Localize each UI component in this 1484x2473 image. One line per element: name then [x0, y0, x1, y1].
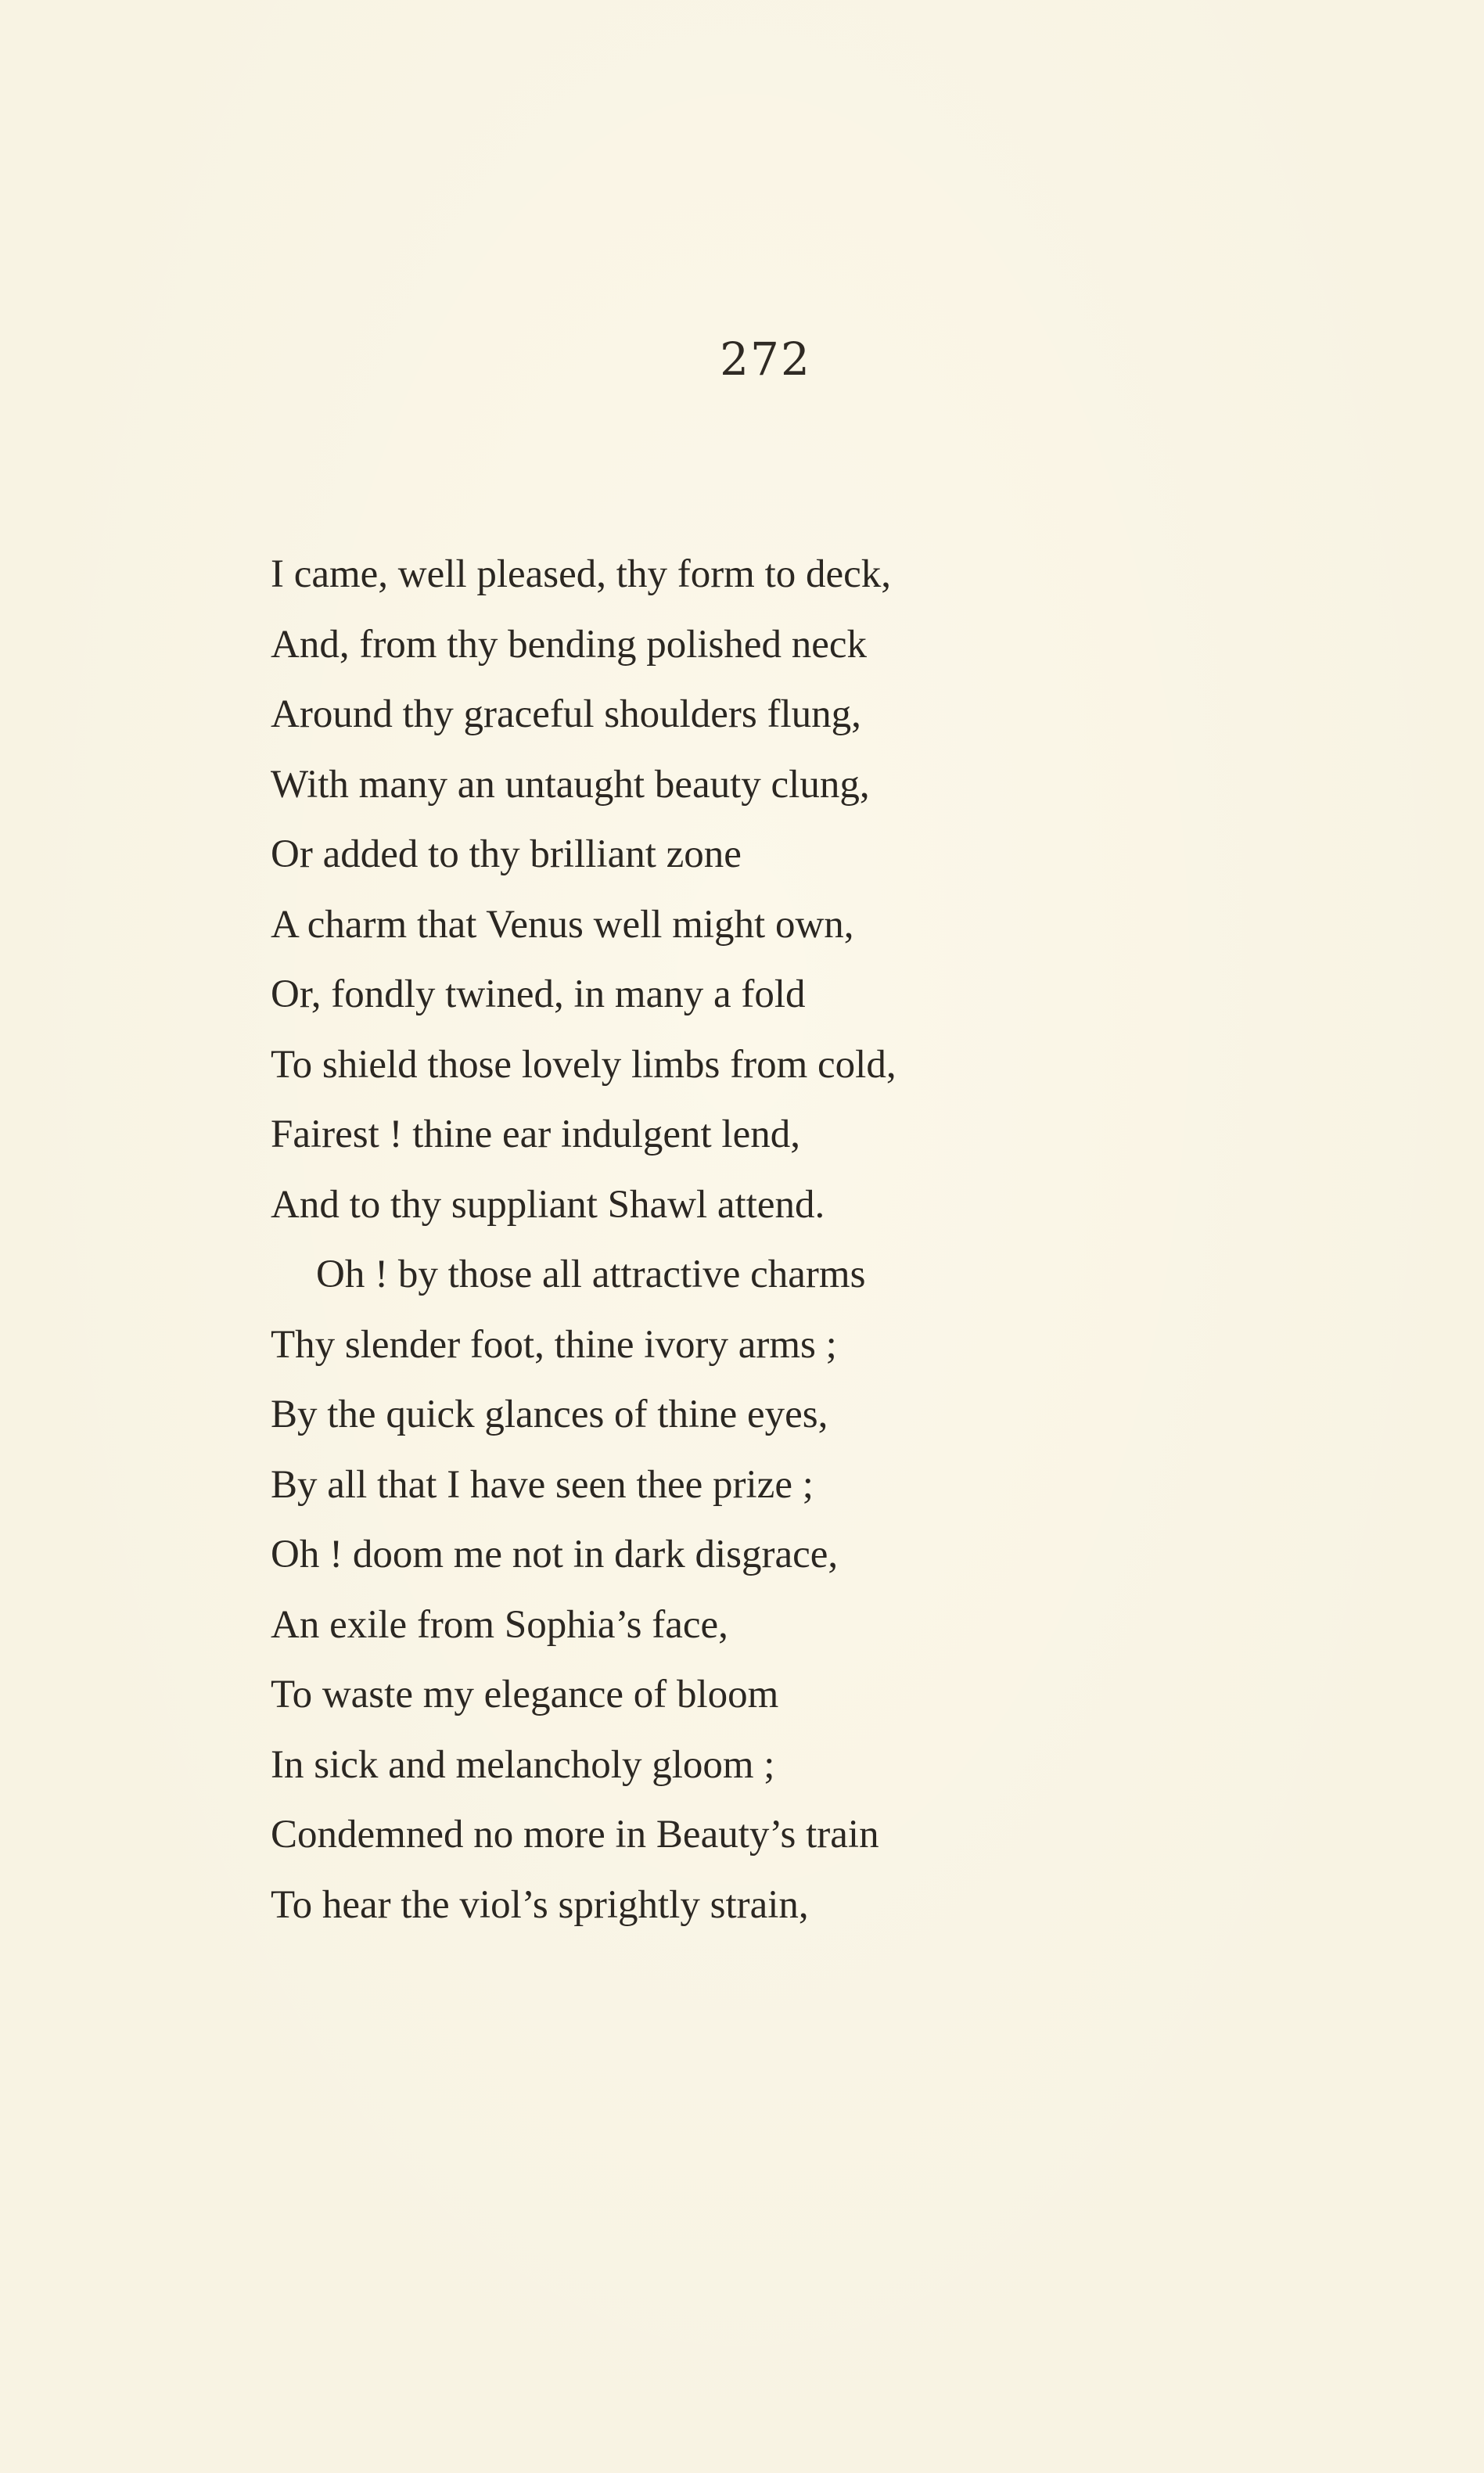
poem-line: By the quick glances of thine eyes,	[271, 1393, 828, 1436]
poem-line: And, from thy bending polished neck	[271, 622, 868, 667]
poem-line: Thy slender foot, thine ivory arms ;	[271, 1322, 837, 1367]
poem-line: Or added to thy brilliant zone	[271, 832, 742, 876]
poem-line: A charm that Venus well might own,	[271, 902, 854, 947]
poem-line: Fairest ! thine ear indulgent lend,	[271, 1112, 800, 1156]
poem-line: Or, fondly twined, in many a fold	[271, 972, 806, 1016]
poem-line: To hear the viol’s sprightly strain,	[271, 1882, 809, 1927]
poem-line: To shield those lovely limbs from cold,	[271, 1042, 897, 1087]
poem-line: I came, well pleased, thy form to deck,	[271, 552, 892, 596]
poem-line: In sick and melancholy gloom ;	[271, 1742, 775, 1787]
page-number: 272	[720, 332, 811, 386]
poem-line-indented: Oh ! by those all attractive charms	[316, 1253, 866, 1296]
poem-line: Oh ! doom me not in dark disgrace,	[271, 1533, 839, 1576]
poem-line: An exile from Sophia’s face,	[271, 1602, 728, 1647]
poem-line: By all that I have seen thee prize ;	[271, 1462, 814, 1507]
poem-line: With many an untaught beauty clung,	[271, 762, 870, 807]
poem-line: And to thy suppliant Shawl attend.	[271, 1182, 825, 1227]
poem-line: Around thy graceful shoulders flung,	[271, 692, 861, 736]
poem-text	[271, 540, 1303, 1940]
poem-line: To waste my elegance of bloom	[271, 1673, 779, 1716]
poem-line: Condemned no more in Beauty’s train	[271, 1813, 879, 1857]
